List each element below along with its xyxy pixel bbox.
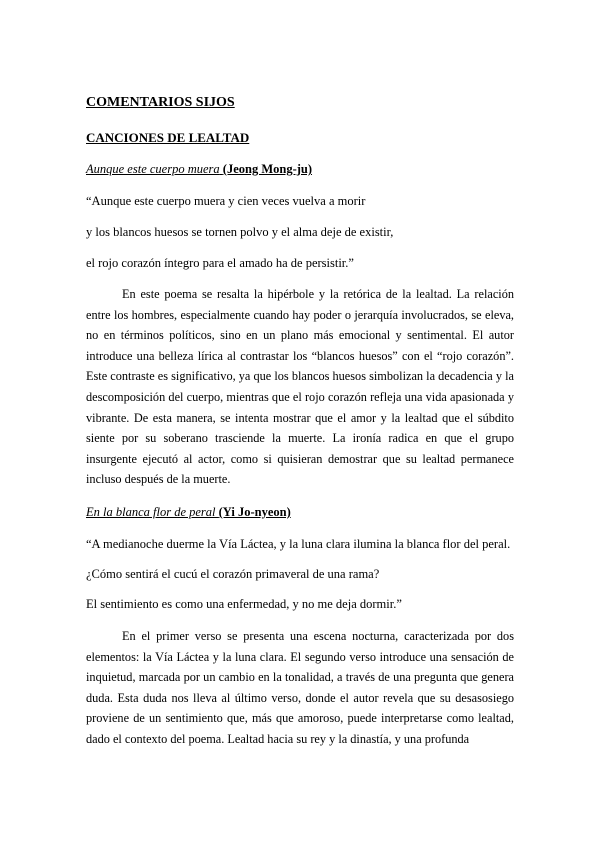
- poem-2-title-text: En la blanca flor de peral: [86, 505, 216, 519]
- section-heading: CANCIONES DE LEALTAD: [86, 130, 250, 145]
- poem-title-1: [86, 161, 312, 177]
- poem-title-2: [86, 504, 291, 520]
- poem-1-line-1: “Aunque este cuerpo muera y cien veces vuelva a morir: [86, 194, 366, 208]
- poem-2-line-3: El sentimiento es como una enfermedad, y no me deja dormir.”: [86, 597, 402, 611]
- poem-1-title-text: Aunque este cuerpo muera: [86, 162, 220, 176]
- poem-2-author: (Yi Jo-nyeon): [218, 505, 291, 519]
- poem-1-author: (Jeong Mong-ju): [222, 162, 313, 176]
- poem-1-line-3: el rojo corazón íntegro para el amado ha de persistir.”: [86, 256, 354, 270]
- page-title: COMENTARIOS SIJOS: [86, 95, 235, 110]
- poem-2-line-2: ¿Cómo sentirá el cucú el corazón primaveral de una rama?: [86, 567, 380, 581]
- poem-2-line-1: “A medianoche duerme la Vía Láctea, y la luna clara ilumina la blanca flor del peral.: [86, 537, 511, 551]
- poem-2-commentary: En el primer verso se presenta una escena nocturna, caracterizada por dos elementos: la Vía Láctea y la luna clara. El segundo verso introduce una sensación de inquietud, marcada por un cambio en la tonalidad, a través de una pregunta que genera duda. Esta duda nos lleva al último verso, donde el autor revela que su desasosiego proviene de un sentimiento que, más que amoroso, puede interpretarse como lealtad, dado el contexto del poema. Lealtad hacia su rey y la dinastía, y una profunda: [86, 629, 514, 746]
- poem-1-commentary: En este poema se resalta la hipérbole y la retórica de la lealtad. La relación entre los hombres, especialmente cuando hay poder o jerarquía involucrados, se eleva, no en términos políticos, sino en un plano más emocional y sentimental. El autor introduce una belleza lírica al contrastar los “blancos huesos” con el “rojo corazón”. Este contraste es significativo, ya que los blancos huesos simbolizan la decadencia y la descomposición del cuerpo, mientras que el rojo corazón refleja una vida apasionada y vibrante. De esta manera, se intenta mostrar que el amor y la lealtad que el súbdito siente por su soberano trasciende la muerte. La ironía radica en que el grupo insurgente ejecutó al actor, como si quisieran demostrar que su lealtad permanece incluso después de la muerte.: [86, 287, 514, 487]
- poem-1-line-2: y los blancos huesos se tornen polvo y el alma deje de existir,: [86, 225, 394, 239]
